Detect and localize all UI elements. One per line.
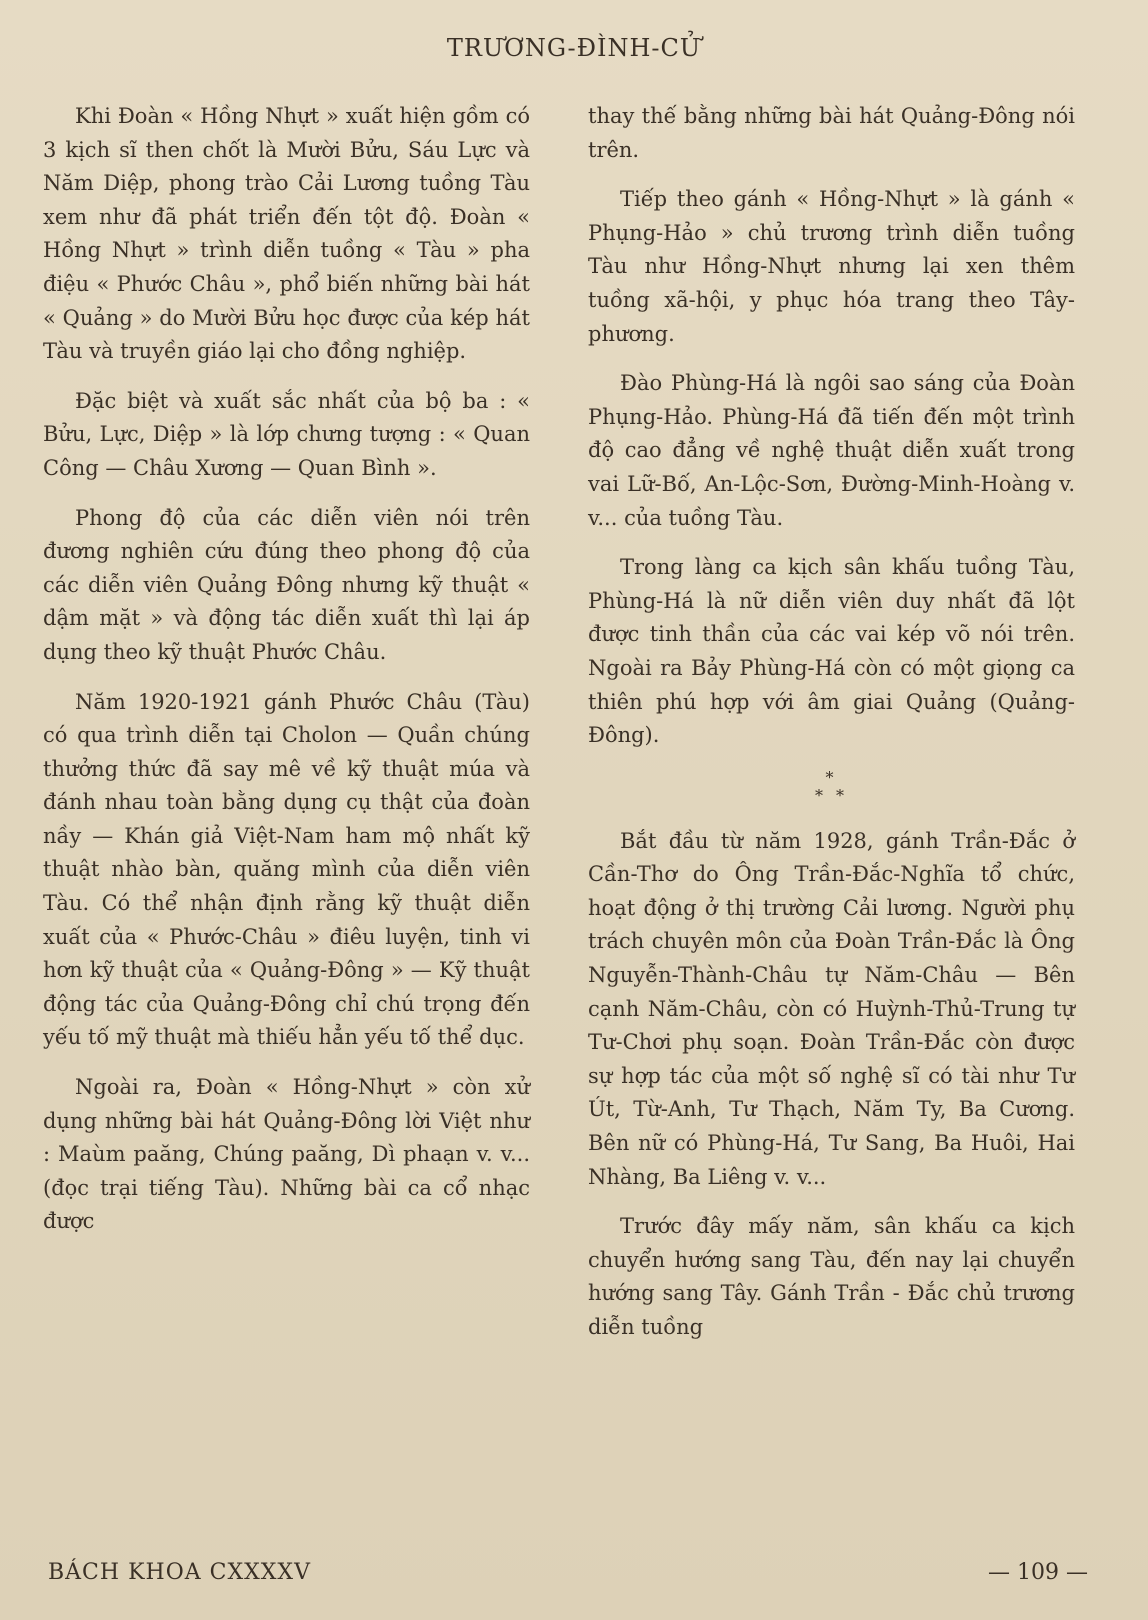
page-number: — 109 — <box>988 1560 1088 1585</box>
paragraph: Đặc biệt và xuất sắc nhất của bộ ba : « Bửu, Lực, Diệp » là lớp chưng tượng : « Quan Công — Châu Xương — Quan Bình ». <box>43 388 530 480</box>
running-header: TRƯƠNG-ĐÌNH-CỬ <box>446 34 702 62</box>
paragraph: Ngoài ra, Đoàn « Hồng-Nhựt » còn xử dụng những bài hát Quảng-Đông lời Việt như : Maùm paăng, Chúng paăng, Dì phaạn v. v... (đọc trại tiếng Tàu). Những bài ca cổ nhạc được <box>43 1075 530 1234</box>
publication-footer: BÁCH KHOA CXXXXV <box>48 1560 311 1585</box>
paragraph: Tiếp theo gánh « Hồng-Nhựt » là gánh « Phụng-Hảo » chủ trương trình diễn tuồng Tàu như Hồng-Nhựt nhưng lại xen thêm tuồng xã-hội, y phục hóa trang theo Tây-phương. <box>588 187 1075 346</box>
paragraph: Khi Đoàn « Hồng Nhựt » xuất hiện gồm có 3 kịch sĩ then chốt là Mười Bửu, Sáu Lực và Năm Diệp, phong trào Cải Lương tuồng Tàu xem như đã phát triển đến tột độ. Đoàn « Hồng Nhựt » trình diễn tuồng « Tàu » pha điệu « Phước Châu », phổ biến những bài hát « Quảng » do Mười Bửu học được của kép hát Tàu và truyền giáo lại cho đồng nghiệp. <box>43 104 530 364</box>
section-break-top: * <box>825 767 838 787</box>
section-break-bottom: * * <box>814 785 849 805</box>
left-column <box>43 100 530 1255</box>
paragraph: Năm 1920-1921 gánh Phước Châu (Tàu) có qua trình diễn tại Cholon — Quần chúng thưởng thức đã say mê về kỹ thuật múa và đánh nhau toàn bằng dụng cụ thật của đoàn nầy — Khán giả Việt-Nam ham mộ nhất kỹ thuật nhào bàn, quăng mình của diễn viên Tàu. Có thể nhận định rằng kỹ thuật diễn xuất của « Phước-Châu » điêu luyện, tinh vi hơn kỹ thuật của « Quảng-Đông » — Kỹ thuật động tác của Quảng-Đông chỉ chú trọng đến yếu tố mỹ thuật mà thiếu hẳn yếu tố thể dục. <box>43 689 530 1050</box>
paragraph: Bắt đầu từ năm 1928, gánh Trần-Đắc ở Cần-Thơ do Ông Trần-Đắc-Nghĩa tổ chức, hoạt động ở thị trường Cải lương. Người phụ trách chuyên môn của Đoàn Trần-Đắc là Ông Nguyễn-Thành-Châu tự Năm-Châu — Bên cạnh Năm-Châu, còn có Huỳnh-Thủ-Trung tự Tư-Chơi phụ soạn. Đoàn Trần-Đắc còn được sự hợp tác của một số nghệ sĩ có tài như Tư Út, Từ-Anh, Tư Thạch, Năm Ty, Ba Cương. Bên nữ có Phùng-Há, Tư Sang, Ba Huôi, Hai Nhàng, Ba Liêng v. v... <box>588 828 1075 1189</box>
paragraph: Trước đây mấy năm, sân khấu ca kịch chuyển hướng sang Tàu, đến nay lại chuyển hướng sang Tây. Gánh Trần - Đắc chủ trương diễn tuồng <box>588 1214 1075 1339</box>
paragraph: Phong độ của các diễn viên nói trên đương nghiên cứu đúng theo phong độ của các diễn viên Quảng Đông nhưng kỹ thuật « dậm mặt » và động tác diễn xuất thì lại áp dụng theo kỹ thuật Phước Châu. <box>43 505 530 664</box>
right-column <box>588 100 1075 1361</box>
paragraph: Trong làng ca kịch sân khấu tuồng Tàu, Phùng-Há là nữ diễn viên duy nhất đã lột được tinh thần của các vai kép võ nói trên. Ngoài ra Bảy Phùng-Há còn có một giọng ca thiên phú hợp với âm giai Quảng (Quảng-Đông). <box>588 555 1075 748</box>
paragraph: thay thế bằng những bài hát Quảng-Đông nói trên. <box>588 104 1075 162</box>
paragraph: Đào Phùng-Há là ngôi sao sáng của Đoàn Phụng-Hảo. Phùng-Há đã tiến đến một trình độ cao đẳng về nghệ thuật diễn xuất trong vai Lữ-Bố, An-Lộc-Sơn, Đường-Minh-Hoàng v. v... của tuồng Tàu. <box>588 371 1075 530</box>
section-break <box>588 769 1075 805</box>
